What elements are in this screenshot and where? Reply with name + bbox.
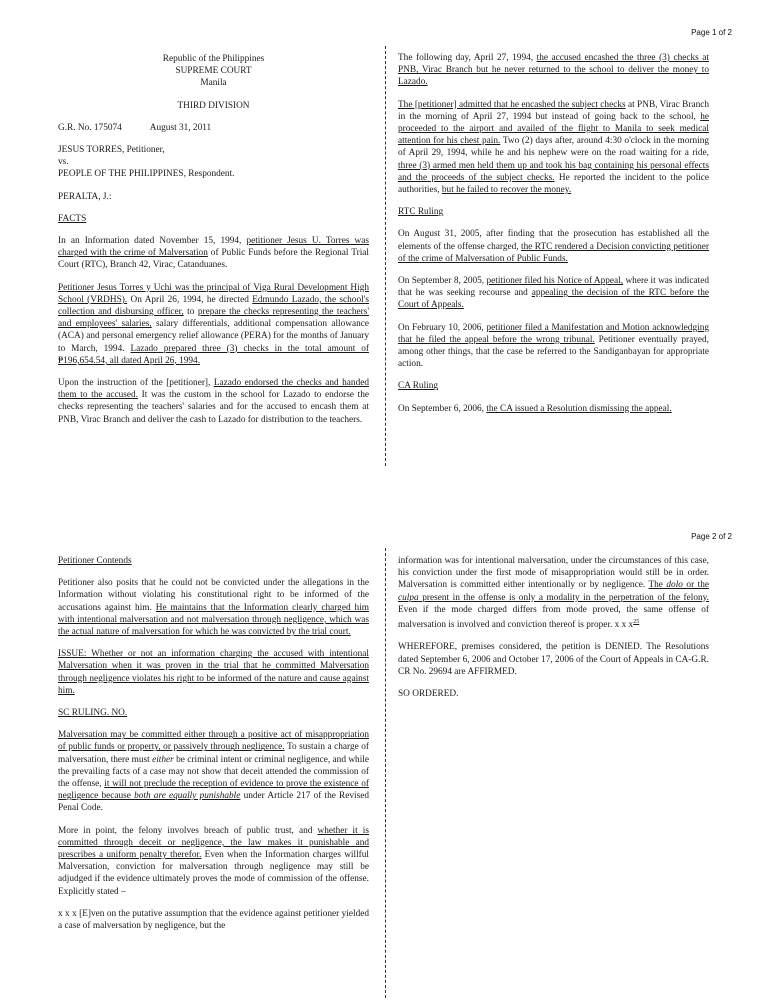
column-divider (385, 46, 386, 466)
page1-left-column (58, 53, 369, 436)
facts-heading: FACTS (58, 213, 87, 224)
sc-ruling-heading: SC RULING. NO. (58, 708, 128, 719)
wherefore-paragraph: WHEREFORE, premises considered, the petition is DENIED. The Resolutions dated September 6, 2006 and October 17, 2006 of the Court of Appeals in CA-G.R. CR No. 29694 are AFFIRMED. (398, 642, 709, 677)
so-ordered: SO ORDERED. (398, 688, 459, 699)
facts-paragraph-3: Upon the instruction of the [petitioner], Lazado endorsed the checks and handed them to the accused. It was the custom in the school for Lazado to endorse the checks representing the teachers' salaries and for the accused to encash them at PNB, Virac Branch and deliver the cash to Lazado for distribution to the teachers. (58, 378, 369, 425)
rtc-paragraph-3: On February 10, 2006, petitioner filed a Manifestation and Motion acknowledging that he filed the appeal before the wrong tribunal. Petitioner eventually prayed, among other things, that the case be referred to the Sandiganbayan for appropriate action. (398, 322, 709, 370)
page-number: Page 1 of 2 (691, 28, 732, 37)
republic-line: Republic of the Philippines (162, 54, 265, 64)
petitioner-line: JESUS TORRES, Petitioner, (58, 145, 165, 156)
rtc-ruling-heading: RTC Ruling (398, 207, 444, 218)
case-number-line (58, 122, 369, 134)
page1-right-column (398, 52, 709, 425)
sc-paragraph-3: x x x [E]ven on the putative assumption that the evidence against petitioner yielded a case of malversation by negligence, but the (58, 908, 369, 932)
sc-paragraph-2: More in point, the felony involves breach of public trust, and whether it is committed through deceit or negligence, the law makes it punishable and prescribes a uniform penalty therefor. Even when the Information charges willful Malversation, conviction for malversation through negligence may still be adjudged if the evidence ultimately proves the mode of commission of the offense. Explicitly stated – (58, 825, 369, 897)
vs-line: vs. (58, 157, 69, 168)
page2-left-column (58, 555, 369, 942)
admission-paragraph: The [petitioner] admitted that he encashed the subject checks at PNB, Virac Branch in the morning of April 27, 1994 but instead of going back to the school, he proceeded to the airport and availed of the flight to Manila to seek medical attention for his chest pain. Two (2) days after, around 4:30 o'clock in the morning of April 29, 1994, while he and his nephew were on the road waiting for a ride, three (3) armed men held them up and took his bag containing his personal effects and the proceeds of the subject checks. He reported the incident to the police authorities, but he failed to recover the money. (398, 99, 709, 196)
facts-paragraph-1: In an Information dated November 15, 1994, petitioner Jesus U. Torres was charged with the crime of Malversation of Public Funds before the Regional Trial Court (RTC), Branch 42, Virac, Catanduanes. (58, 236, 369, 271)
rtc-paragraph-2: On September 8, 2005, petitioner filed his Notice of Appeal, where it was indicated that he was seeking recourse and appealing the decision of the RTC before the Court of Appeals. (398, 276, 709, 311)
sc-paragraph-1: Malversation may be committed either through a positive act of misappropriation of public funds or property, or passively through negligence. To sustain a charge of malversation, there must either be criminal intent or criminal negligence, and while the prevailing facts of a case may not show that deceit attended the commission of the offense, it will not preclude the reception of evidence to prove the existence of negligence because both are equally punishable under Article 217 of the Revised Penal Code. (58, 730, 369, 814)
petitioner-contends-heading: Petitioner Contends (58, 556, 132, 566)
quotation-paragraph: information was for intentional malversation, under the circumstances of this case, his conviction under the first mode of misappropriation would still be in order. Malversation is committed either intentionally or by negligence. The dolo or the culpa present in the offense is only a modality in the perpetration of the felony. Even if the mode charged differs from mode proved, the same offense of malversation is involved and conviction thereof is proper. x x $x^{25}$ (398, 556, 709, 631)
page-number: Page 2 of 2 (691, 532, 732, 541)
division-line: THIRD DIVISION (177, 100, 250, 111)
decision-date: August 31, 2011 (149, 122, 212, 133)
issue-paragraph: ISSUE: Whether or not an information charging the accused with intentional Malversation when it was proven in the trial that he committed Malversation through negligence violates his right to be informed of the nature and cause against him. (58, 649, 369, 696)
footnote-reference: 25 (633, 619, 640, 626)
facts-paragraph-2: Petitioner Jesus Torres y Uchi was the principal of Viga Rural Development High School (VRDHS). On April 26, 1994, he directed Edmundo Lazado, the school's collection and disbursing officer, to prepare the checks representing the teachers' and employees' salaries, salary differentials, additional compensation allowance (ACA) and personal emergency relief allowance (PERA) for the months of January to March, 1994. Lazado prepared three (3) checks in the total amount of ₱196,654.54, all dated April 26, 1994. (58, 282, 369, 366)
contends-paragraph: Petitioner also posits that he could not be convicted under the allegations in the Information without violating his constitutional right to be informed of the accusations against him. He maintains that the Information clearly charged him with intentional malversation and not malversation through negligence, which was the actual nature of malversation for which he was convicted by the trial court. (58, 578, 370, 638)
respondent-line: PEOPLE OF THE PHILIPPINES, Respondent. (58, 169, 235, 180)
rtc-paragraph-1: On August 31, 2005, after finding that the prosecution has established all the elements of the offense charged, the RTC rendered a Decision convicting petitioner of the crime of Malversation of Public Funds. (398, 229, 709, 264)
column-divider (385, 548, 386, 998)
ca-ruling-heading: CA Ruling (398, 381, 439, 392)
city-line: Manila (200, 78, 227, 89)
ponente-line: PERALTA, J.: (58, 191, 112, 202)
ca-paragraph: On September 6, 2006, the CA issued a Resolution dismissing the appeal. (398, 403, 672, 414)
court-line: SUPREME COURT (175, 66, 252, 77)
page2-right-column (398, 555, 709, 710)
gr-number: G.R. No. 175074 (58, 122, 122, 133)
encashment-paragraph: The following day, April 27, 1994, the accused encashed the three (3) checks at PNB, Virac Branch but he never returned to the school to deliver the money to Lazado. (398, 53, 709, 88)
